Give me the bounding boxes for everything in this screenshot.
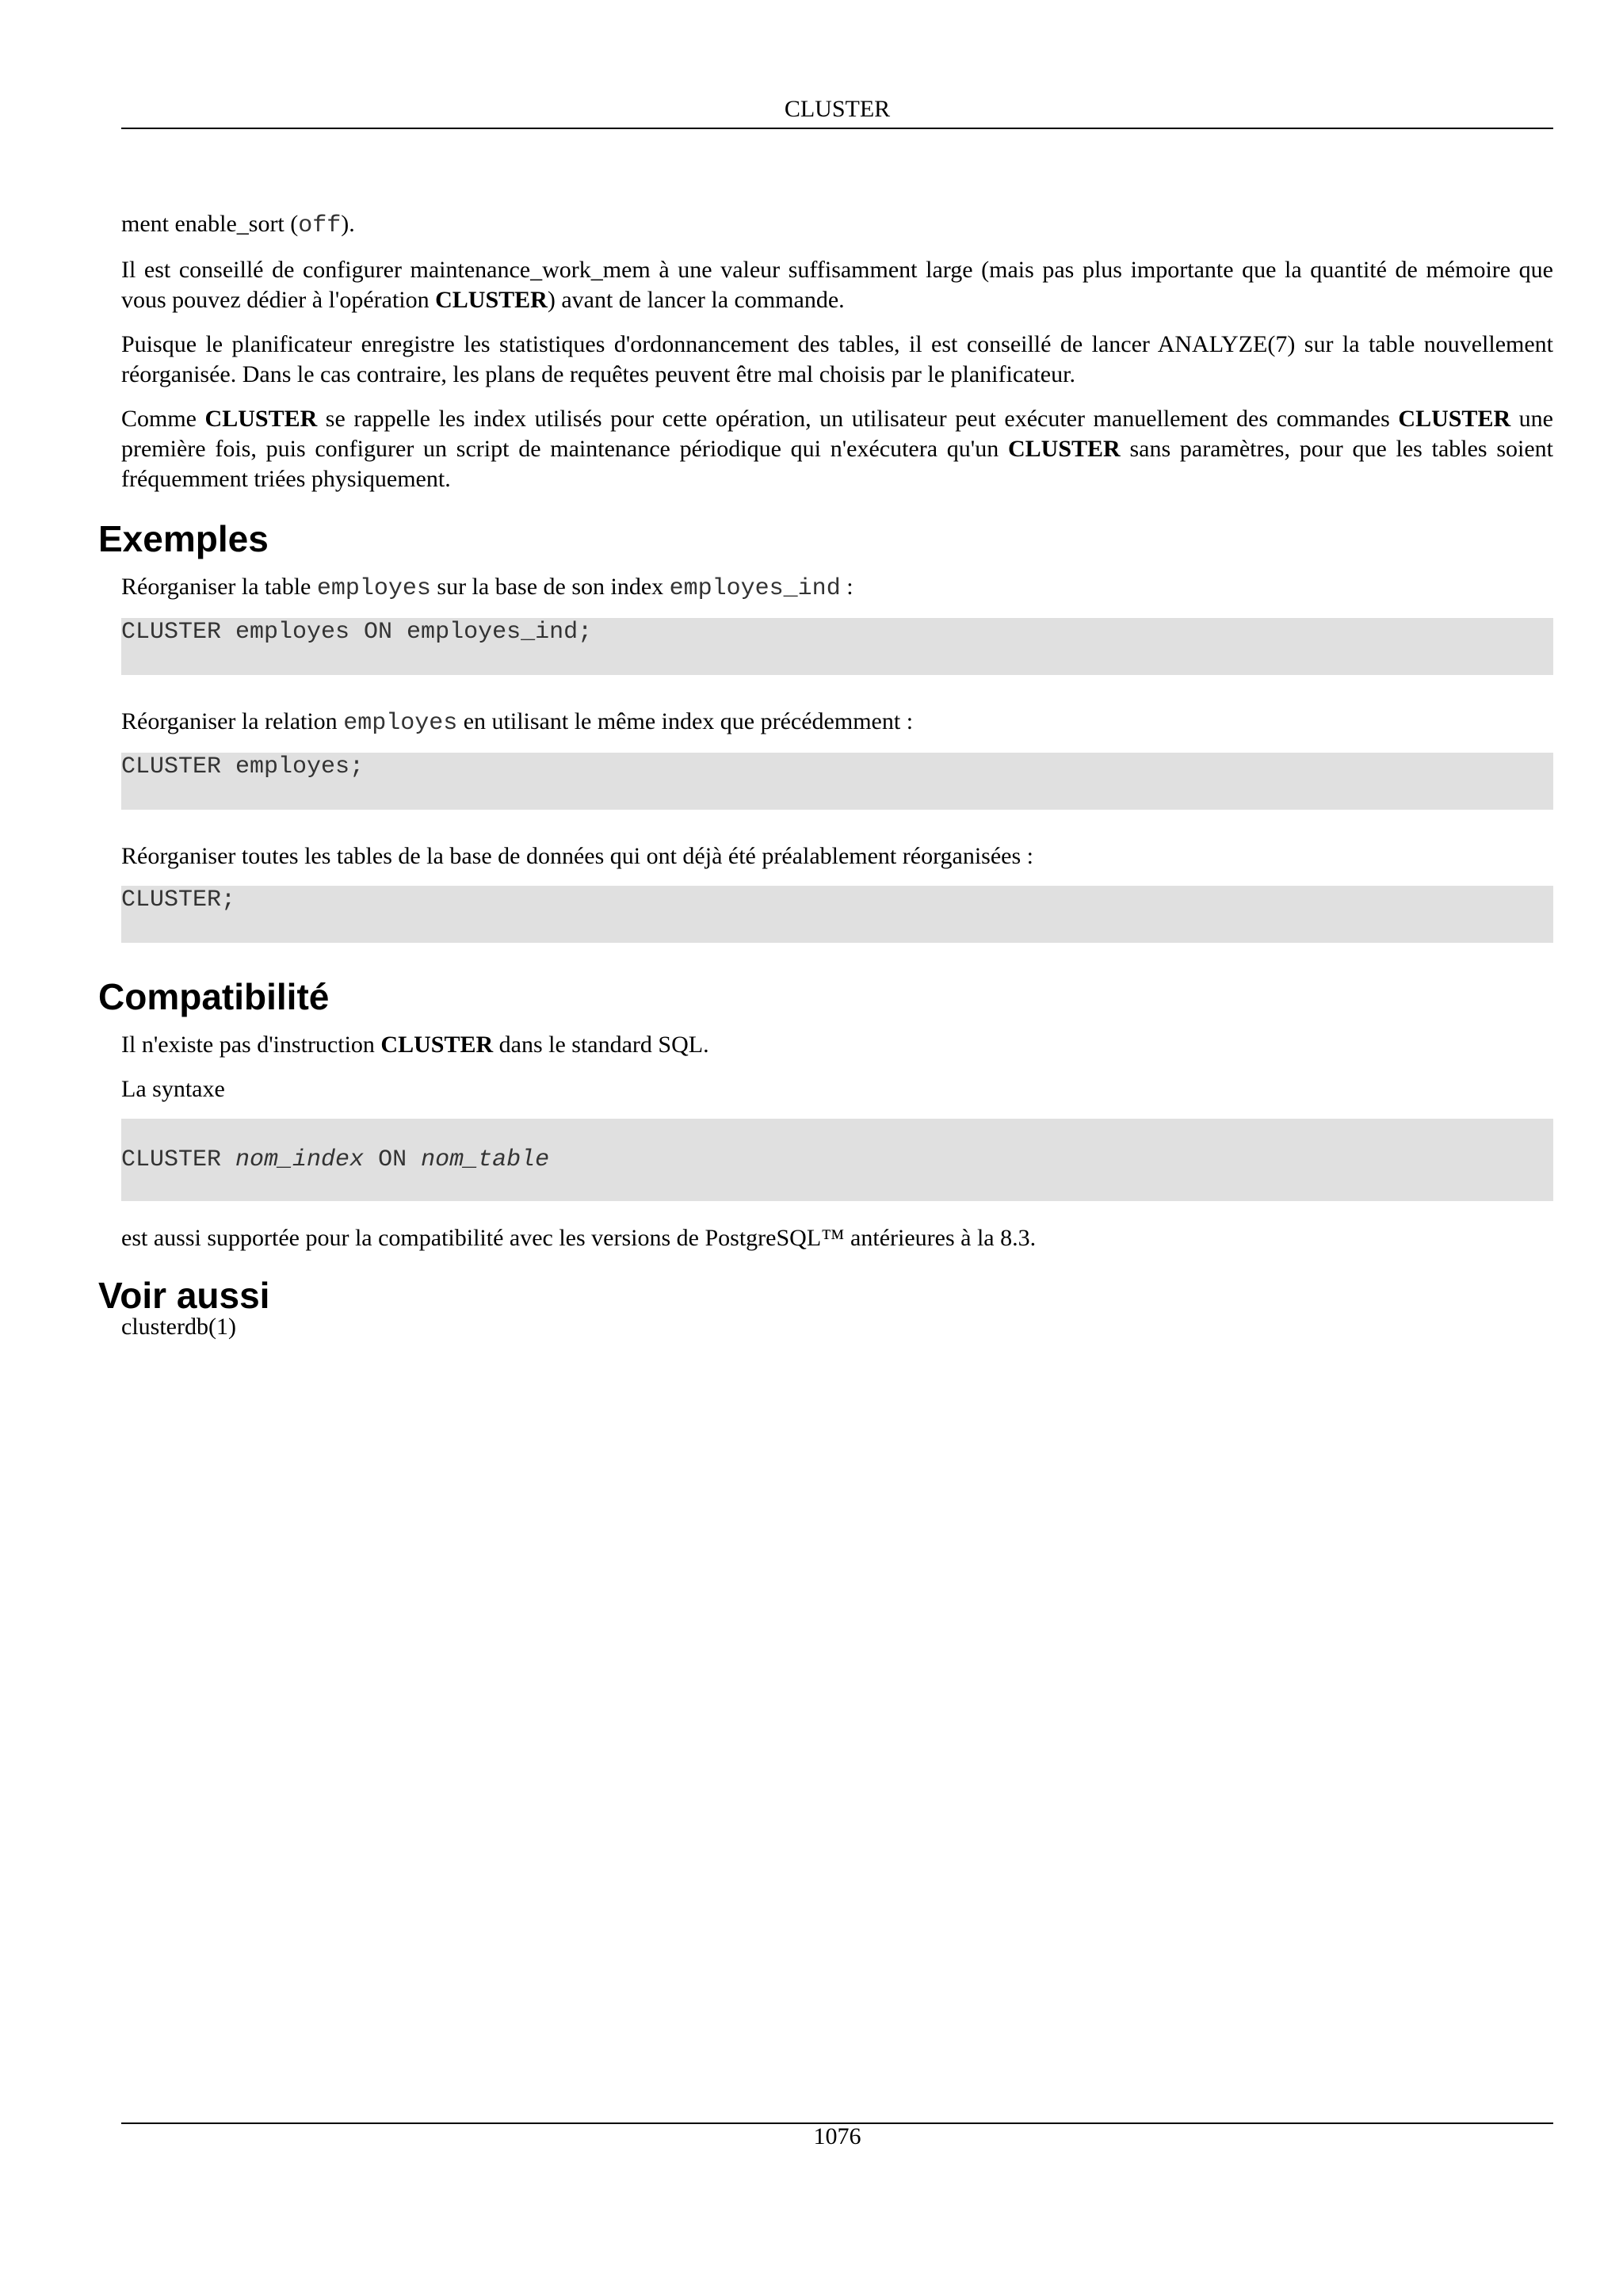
text: Comme <box>121 406 205 432</box>
text: ). <box>341 211 355 237</box>
paragraph-cluster-memory <box>121 404 1553 494</box>
text: dans le standard SQL. <box>493 1032 709 1058</box>
section-heading-exemples: Exemples <box>98 518 269 559</box>
parameter: nom_table <box>421 1146 550 1173</box>
running-header: CLUSTER <box>784 96 891 122</box>
command-name: CLUSTER <box>1007 436 1121 462</box>
example-1-code-block: CLUSTER employes ON employes_ind; <box>121 618 1553 675</box>
example-3-description: Réorganiser toutes les tables de la base de données qui ont déjà été préalablement réorganisées : <box>121 843 1033 869</box>
paragraph-maintenance-work-mem <box>121 255 1553 315</box>
keyword: ON <box>364 1146 422 1173</box>
text: : <box>840 574 854 600</box>
example-2-description <box>121 707 1553 738</box>
text: une première fois, puis configurer un script de maintenance périodique qui n'exécutera qu'un <box>121 406 1553 462</box>
text: sans paramètres, pour que les tables soient fréquemment triées physiquement. <box>121 436 1553 492</box>
text: en utilisant le même index que précédemment : <box>457 708 914 734</box>
inline-code: off <box>298 212 342 239</box>
page-number: 1076 <box>813 2123 861 2149</box>
command-name: CLUSTER <box>435 287 548 313</box>
text: Réorganiser la table <box>121 574 317 600</box>
inline-code: employes <box>343 710 458 737</box>
text: se rappelle les index utilisés pour cette opération, un utilisateur peut exécuter manuellement des commandes <box>317 406 1399 432</box>
example-1-description <box>121 572 1553 604</box>
see-also-link[interactable]: clusterdb(1) <box>121 1314 236 1340</box>
command-name: CLUSTER <box>380 1032 494 1058</box>
text: Il est conseillé de configurer maintenance_work_mem à une valeur suffisamment large (mais pas plus importante que la quantité de mémoire que vous pouvez dédier à l'opération <box>121 257 1553 313</box>
keyword: CLUSTER <box>121 1146 236 1173</box>
command-name: CLUSTER <box>204 406 318 432</box>
section-heading-voir-aussi: Voir aussi <box>98 1275 270 1316</box>
compat-paragraph-standard <box>121 1030 1553 1060</box>
paragraph-enable-sort <box>121 209 1553 241</box>
text: ment enable_sort ( <box>121 211 299 237</box>
text: Il n'existe pas d'instruction <box>121 1032 381 1058</box>
text: Réorganiser la relation <box>121 708 344 734</box>
text: sur la base de son index <box>430 574 670 600</box>
parameter: nom_index <box>235 1146 365 1173</box>
compat-paragraph-versions: est aussi supportée pour la compatibilité avec les versions de PostgreSQL™ antérieures à la 8.3. <box>121 1225 1037 1251</box>
section-heading-compatibilite: Compatibilité <box>98 976 330 1017</box>
text: ) avant de lancer la commande. <box>547 287 845 313</box>
example-2-code-block: CLUSTER employes; <box>121 753 1553 810</box>
paragraph-analyze: Puisque le planificateur enregistre les statistiques d'ordonnancement des tables, il est conseillé de lancer ANALYZE(7) sur la table nouvellement réorganisée. Dans le cas contraire, les plans de requêtes peuvent être mal choisis par le planificateur. <box>121 331 1553 387</box>
inline-code: employes_ind <box>669 575 841 602</box>
inline-code: employes <box>316 575 431 602</box>
header-rule <box>121 128 1553 129</box>
compat-paragraph-syntaxe: La syntaxe <box>121 1076 225 1102</box>
page-content <box>98 209 1553 1356</box>
syntax-code-block <box>121 1119 1553 1201</box>
command-name: CLUSTER <box>1398 406 1511 432</box>
example-3-code-block: CLUSTER; <box>121 886 1553 943</box>
